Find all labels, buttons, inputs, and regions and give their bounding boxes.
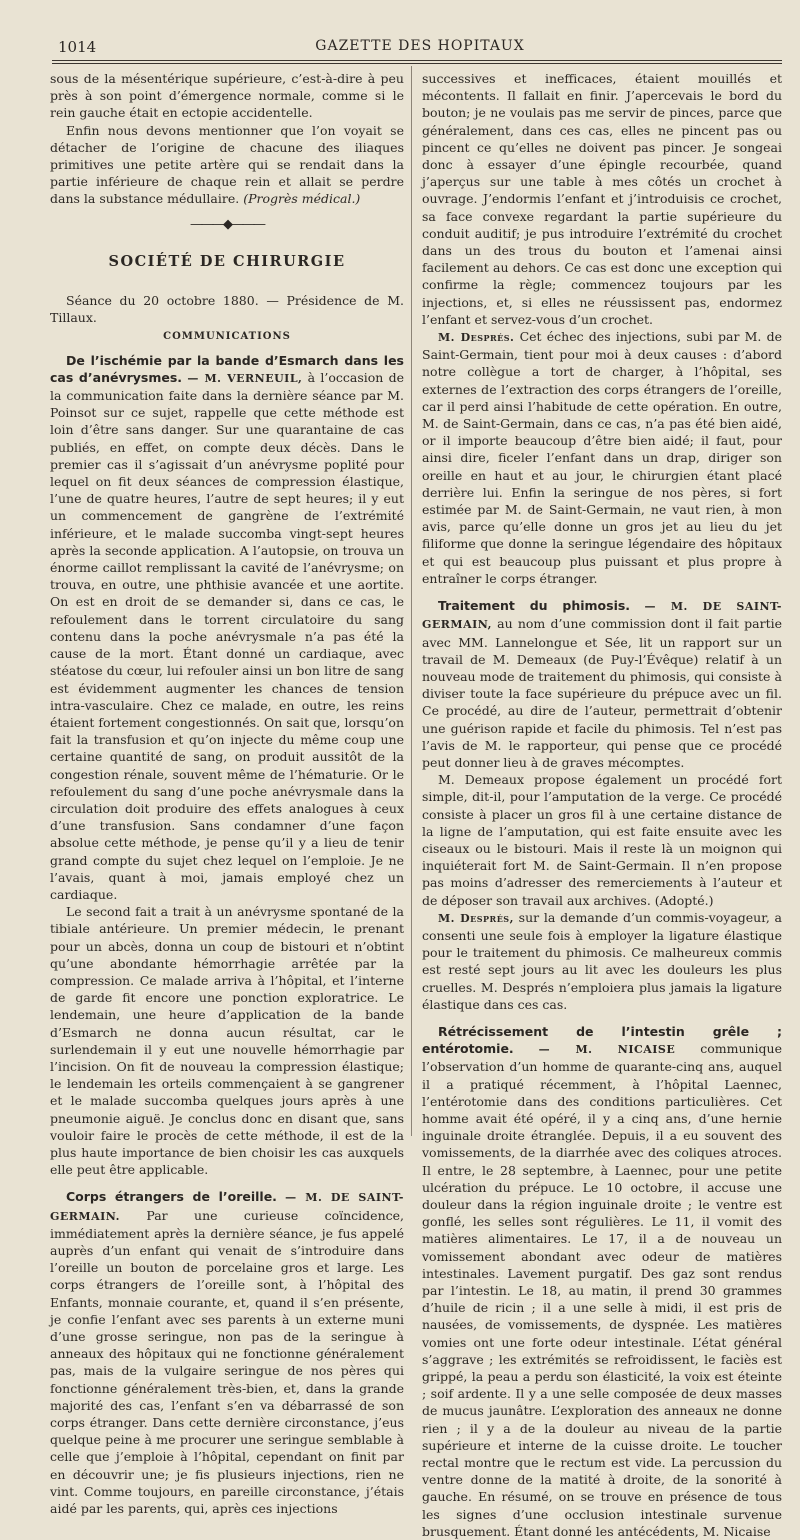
section-title: Corps étrangers de l’oreille. xyxy=(66,1189,277,1205)
ornament-divider: ———◆——— xyxy=(190,216,264,232)
paragraph: Corps étrangers de l’oreille. — M. DE SAINT-GERMAIN. Par une curieuse coïncidence, immédiatement après la dernière séance, je fus appelé auprès d’un enfant qui venait de s’introduire dans l’oreille un bouton de porcelaine gros et large. Les corps étrangers de l’oreille sont, à l’hôpital des Enfants, monnaie courante, et, quand il s’en présente, je confie l’enfant avec ses parents à un externe muni d’une grosse seringue, non pas de la seringue à anneaux des hôpitaux qui ne fonctionne généralement pas, mais de la vulgaire seringue de nos pères qui fonctionne généralement très-bien, et, dans la grande majorité des cas, l’enfant s’en va débarrassé de son corps étranger. Dans cette dernière circonstance, j’eus quelque peine à me procurer une seringue semblable à celle que j’emploie à l’hôpital, cependant on finit par en découvrir une; je fis plusieurs injections, rien ne vint. Comme toujours, en pareille circonstance, j’étais aidé par les parents, qui, après ces injections xyxy=(50,1189,405,1517)
header-rule-double xyxy=(52,63,782,64)
speaker-name: M. Després, xyxy=(438,911,514,925)
paragraph: M. Després, sur la demande d’un commis-voyageur, a consenti une seule fois à employer la ligature élastique pour le traitement du phimosis. Ce malheureux commis est resté sept jours au lit avec les douleurs les plus cruelles. M. Després n’emploiera plus jamais la ligature élastique dans ces cas. xyxy=(422,909,783,1012)
page-header xyxy=(58,34,782,58)
session-line: Séance du 20 octobre 1880. — Présidence de M. Tillaux. xyxy=(50,293,404,326)
communications-heading: COMMUNICATIONS xyxy=(163,331,291,343)
paragraph: M. Demeaux propose également un procédé fort simple, dit-il, pour l’amputation de la verge. Ce procédé consiste à placer un gros fil à une certaine distance de la ligne de l’amputation, qui est faite ensuite avec les ciseaux ou le bistouri. Mais il reste là un moignon qui inquiéterait fort M. de Saint-Germain. Il n’en propose pas moins d’adresser des remerciements à l’auteur et de déposer son travail aux archives. (Adopté.) xyxy=(422,772,782,908)
spacer xyxy=(50,1178,404,1188)
speaker-name: — M. VERNEUIL, xyxy=(187,371,303,385)
column-divider xyxy=(411,66,412,1136)
society-heading: SOCIÉTÉ DE CHIRURGIE xyxy=(108,252,346,270)
right-column xyxy=(422,70,782,1540)
section-title: Rétrécissement de l’intestin grêle ; entérotomie. xyxy=(422,1023,782,1057)
left-column xyxy=(50,70,404,1517)
speaker-name: — M. NICAISE xyxy=(538,1043,676,1057)
paragraph: Enfin nous devons mentionner que l’on voyait se détacher de l’origine de chacune des iliaques primitives une petite artère qui se rendait dans la partie inférieure de chaque rein et allait se perdre dans la substance médullaire. (Progrès médical.) xyxy=(50,122,404,207)
spacer xyxy=(422,587,782,597)
paragraph: Le second fait a trait à un anévrysme spontané de la tibiale antérieure. Un premier médecin, le prenant pour un abcès, donna un coup de bistouri et n’obtint qu’une abondante hémorrhagie arrêtée par la compression. Ce malade arriva à l’hôpital, et l’interne de garde fit encore une ponction exploratrice. Le lendemain, une heure d’application de la bande d’Esmarch ne donna aucun résultat, car le surlendemain il y eut une nouvelle hémorrhagie par l’incision. On fit de nouveau la compression élastique; le lendemain les orteils commençaient à se gangrener et le malade succomba quelques jours après à une pneumonie aiguë. Je conclus donc en disant que, sans vouloir faire le procès de cette méthode, il est de la plus haute importance de bien choisir les cas auxquels elle peut être applicable. xyxy=(50,904,404,1178)
paragraph: sous de la mésentérique supérieure, c’est-à-dire à peu près à son point d’émergence normale, comme si le rein gauche était en ectopie accidentelle. xyxy=(50,71,404,121)
running-title: GAZETTE DES HOPITAUX xyxy=(315,38,525,54)
paragraph: De l’ischémie par la bande d’Esmarch dans les cas d’anévrysmes. — M. VERNEUIL, à l’occasion de la communication faite dans la dernière séance par M. Poinsot sur ce sujet, rappelle que cette méthode est loin d’être sans danger. Sur une quarantaine de cas publiés, en effet, on compte deux décès. Dans le premier cas il s’agissait d’un anévrysme poplité pour lequel on fit deux séances de compression élastique, l’une de quatre heures, l’autre de sept heures; il y eut un commencement de gangrène de l’extrémité inférieure, et le malade succomba vingt-sept heures après la seconde application. A l’autopsie, on trouva un énorme caillot remplissant la cavité de l’anévrysme; on trouva, en outre, une phthisie avancée et une aortite. On est en droit de se demander si, dans ce cas, le refoulement dans le torrent circulatoire du sang contenu dans la poche anévrysmale n’a pas été la cause de la mort. Étant donné un cardiaque, avec stéatose du cœur, lui refouler ainsi un bon litre de sang est évidemment augmenter les chances de tension intra-vasculaire. Chez ce malade, en outre, les reins étaient fortement congestionnés. On sait que, lorsqu’on fait la transfusion et qu’on injecte du même coup une certaine quantité de sang, on produit aussitôt de la congestion rénale, souvent même de l’hématurie. Or le refoulement du sang d’une poche anévrysmale dans la circulation doit produire des effets analogues à ceux d’une transfusion. Sans condamner d’une façon absolue cette méthode, je pense qu’il y a lieu de tenir grand compte du sujet chez lequel on l’emploie. Je ne l’avais, quant à moi, jamais employé chez un cardiaque. xyxy=(50,352,405,902)
paragraph: Traitement du phimosis. — M. DE SAINT-GERMAIN, au nom d’une commission dont il fait partie avec MM. Lannelongue et Sée, lit un rapport sur un travail de M. Demeaux (de Puy-l’Évêque) relatif à un nouveau mode de traitement du phimosis, qui consiste à diviser toute la face supérieure du prépuce avec un fil. Ce procédé, au dire de l’auteur, permettrait d’obtenir une guérison rapide et facile du phimosis. Tel n’est pas l’avis de M. le rapporteur, qui pense que ce procédé peut donner lieu à de graves mécomptes. xyxy=(422,598,782,770)
spacer xyxy=(422,1013,782,1023)
paragraph: Rétrécissement de l’intestin grêle ; entérotomie. — M. NICAISE communique l’observation d’un homme de quarante-cinq ans, auquel il a pratiqué récemment, à l’hôpital Laennec, l’entérotomie dans des conditions particulières. Cet homme avait été opéré, il y a cinq ans, d’une hernie inguinale droite étranglée. Depuis, il a eu souvent des vomissements, de la diarrhée avec des coliques atroces. Il entre, le 28 septembre, à Laennec, pour une petite ulcération du prépuce. Le 10 octobre, il accuse une douleur dans la région inguinale droite ; le ventre est gonflé, les selles sont régulières. Le 11, il vomit des matières alimentaires. Le 17, il a de nouveau un vomissement abondant avec odeur de matières intestinales. Lavement purgatif. Des gaz sont rendus par l’intestin. Le 18, au matin, il prend 30 grammes d’huile de ricin ; il a une selle à midi, il est pris de nausées, de vomissements, de dyspnée. Les matières vomies ont une forte odeur intestinale. L’état général s’aggrave ; les extrémités se refroidissent, le faciès est grippé, la peau a perdu son élasticité, la voix est éteinte ; soif ardente. Il y a une selle composée de deux masses de mucus jaunâtre. L’exploration des anneaux ne donne rien ; il y a de la douleur au niveau de la partie supérieure et interne de la cuisse droite. Le toucher rectal montre que le rectum est vide. La percussion du ventre donne de la matité à droite, de la sonorité à gauche. En résumé, on se trouve en présence de tous les signes d’une occlusion intestinale survenue brusquement. Étant donné les antécédents, M. Nicaise xyxy=(422,1023,782,1539)
paragraph: M. Després. Cet échec des injections, subi par M. de Saint-Germain, tient pour moi à deux causes : d’abord notre collègue a tort de charger, à l’hôpital, ses externes de l’extraction des corps étrangers de l’oreille, car il perd ainsi l’habitude de cette opération. En outre, M. de Saint-Germain, dans ce cas, n’a pas été bien aidé, or il importe beaucoup d’être bien aidé; il faut, pour ainsi dire, ficeler l’enfant dans un drap, diriger son oreille en haut et au jour, le chirurgien étant placé derrière lui. Enfin la seringue de nos pères, si fort estimée par M. de Saint-Germain, ne vaut rien, à mon avis, parce qu’elle donne un gros jet au lieu du jet filiforme que donne la seringue légendaire des hôpitaux et qui est beaucoup plus puissant et plus propre à entraîner le corps étranger. xyxy=(422,329,782,586)
section-title: De l’ischémie par la bande d’Esmarch dans les cas d’anévrysmes. xyxy=(50,352,404,385)
page-number: 1014 xyxy=(58,38,97,56)
section-title: Traitement du phimosis. xyxy=(438,598,631,614)
paragraph: successives et inefficaces, étaient mouillés et mécontents. Il fallait en finir. J’apercevais le bord du bouton; je ne voulais pas me servir de pinces, parce que généralement, dans ces cas, elles ne pincent pas ou pincent ce qu’elles ne doivent pas pincer. Je songeai donc à essayer d’une épingle recourbée, quand j’aperçus sur une table à mes côtés un crochet à ouvrage. J’endormis l’enfant et j’introduisis ce crochet, sa face convexe regardant la partie supérieure du conduit auditif; je pus introduire l’extrémité du crochet dans un des trous du bouton et l’amenai ainsi facilement au dehors. Ce cas est donc une exception qui confirme la règle; commencez toujours par les injections, et, si elles ne réussissent pas, endormez l’enfant et servez-vous d’un crochet. xyxy=(422,71,782,327)
speaker-name: M. Després. xyxy=(438,331,515,345)
speaker-name: — M. DE SAINT-GERMAIN. xyxy=(50,1191,404,1223)
header-rule xyxy=(52,60,782,61)
source-citation: (Progrès médical.) xyxy=(243,191,361,207)
speaker-name: — M. DE SAINT-GERMAIN, xyxy=(422,600,782,632)
